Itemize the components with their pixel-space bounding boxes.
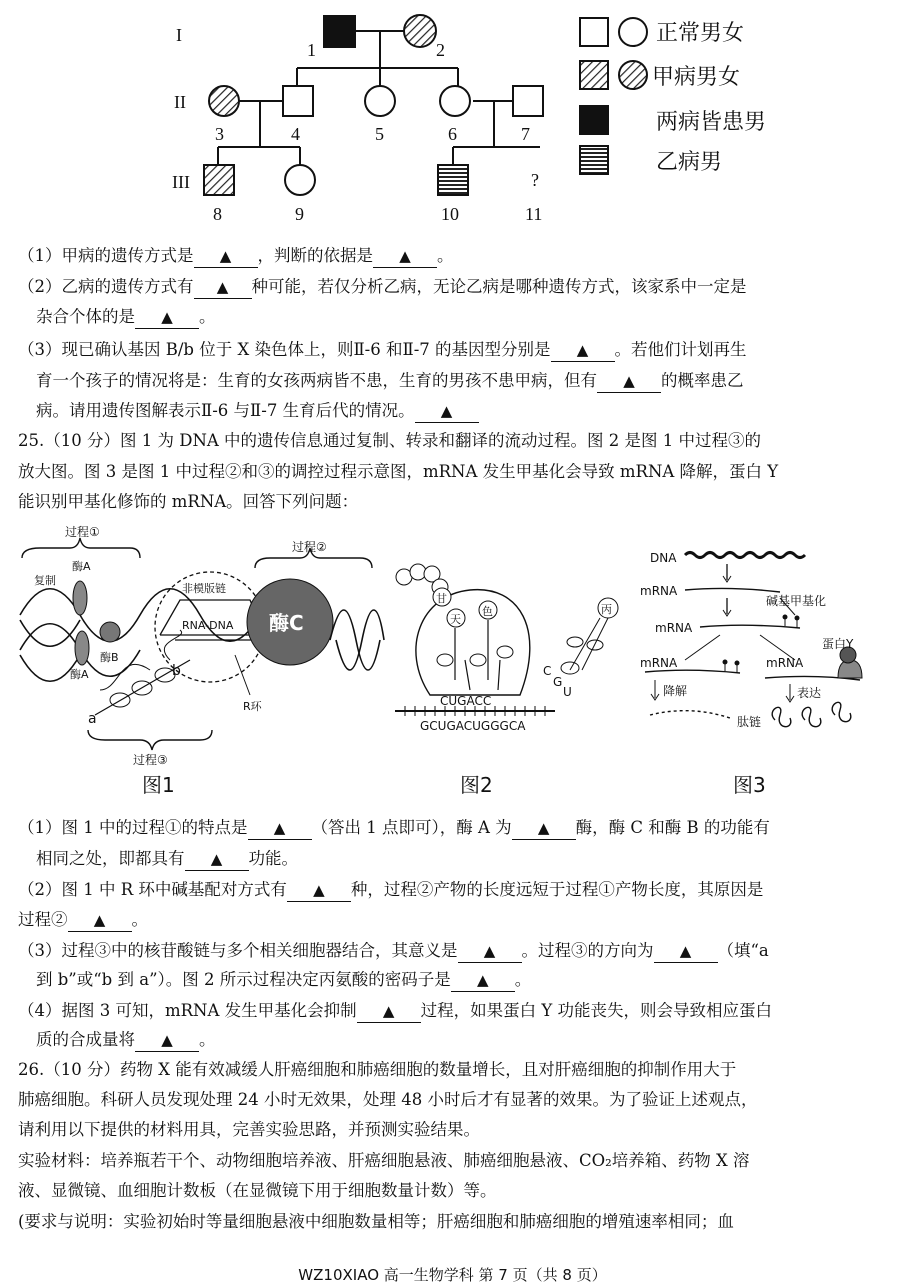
q25-q4-line2 [36,1026,216,1054]
legend-a-female [619,61,647,89]
fig1-nontemplate: 非模版链 [182,582,226,595]
fig1-enzc: 酶C [269,611,304,635]
q25-text: （1）图 1 中的过程①的特点是 [18,818,248,837]
q25-text: （3）过程③中的核苷酸链与多个相关细胞器结合，其意义是 [18,941,458,960]
individual-5-female-normal [365,86,395,116]
q25-text: 。 [199,1030,216,1049]
q25-text: （2）图 1 中 R 环中碱基配对方式有 [18,880,287,899]
fig3-peptide: 肽链 [737,715,762,729]
gen-label-2: II [174,92,186,112]
fig2-anticodon: CUGACC [440,694,492,708]
ind-label-8: 8 [213,204,222,224]
fig2-bing: 丙 [601,603,612,616]
ind-label-4: 4 [291,124,300,144]
q24-line-3 [36,303,216,331]
legend-a-text: 甲病男女 [652,65,741,90]
answer-blank[interactable] [654,940,718,963]
fig3-methyl: 碱基甲基化 [766,594,827,608]
fig3-mrna2: mRNA [655,621,693,635]
individual-6-female-normal [440,86,470,116]
answer-blank[interactable] [194,245,258,268]
individual-1-male-both [324,16,355,47]
q25-text: 。 [131,910,148,929]
q24-text: 的概率患乙 [661,371,744,390]
fig1-enza: 酶A [72,560,91,573]
ind-label-7: 7 [521,124,530,144]
answer-blank[interactable] [135,306,199,329]
q24-line-6 [36,397,479,425]
fig3-proteiny: 蛋白Y [822,637,854,651]
answer-blank[interactable] [415,400,479,423]
answer-blank[interactable] [512,817,576,840]
q25-text: 到 b”或“b 到 a”）。图 2 所示过程决定丙氨酸的密码子是 [36,970,451,989]
q24-text: 。 [437,246,454,265]
q24-line-4 [18,336,747,364]
fig1-process1: 过程① [65,525,100,539]
figures-area [0,520,905,810]
q25-text: 过程，如果蛋白 Y 功能丧失，则会导致相应蛋白 [420,1001,773,1020]
ind-label-6: 6 [448,124,457,144]
gen-label-1: I [176,25,182,45]
q24-text: 。若他们计划再生 [614,340,747,359]
q24-text: ，判断的依据是 [257,246,373,265]
q24-text: 。 [199,307,216,326]
q25-text: 。过程③的方向为 [521,941,654,960]
fig1-enza2: 酶A [70,668,89,681]
legend-both-text: 两病皆患男 [656,110,767,135]
fig3-dna: DNA [650,551,677,565]
fig1-a: a [88,711,97,727]
figure-3 [640,551,862,797]
answer-blank[interactable] [287,879,351,902]
answer-blank[interactable] [357,1000,421,1023]
q25-q2-line1 [18,876,763,904]
q26-line3: 请利用以下提供的材料用具，完善实验思路，并预测实验结果。 [18,1120,480,1139]
individual-3-female-a [209,86,239,116]
gen-label-3: III [172,172,190,192]
fig2-c: C [543,664,552,678]
figure-2 [395,564,618,797]
q24-text: （3）现已确认基因 B/b 位于 X 染色体上，则Ⅱ-6 和Ⅱ-7 的基因型分别是 [18,340,551,359]
q25-text: （答出 1 点即可），酶 A 为 [311,818,512,837]
fig3-express: 表达 [797,686,822,700]
q25-q1-line2 [36,845,298,873]
individual-4-male-normal [283,86,313,116]
q25-text: 质的合成量将 [36,1030,135,1049]
fig3-mrna4: mRNA [766,656,804,670]
q25-q1-line1 [18,814,770,842]
q25-text: 功能。 [248,849,298,868]
unknown-mark: ? [531,170,539,190]
answer-blank[interactable] [551,339,615,362]
q24-text: 种可能，若仅分析乙病，无论乙病是哪种遗传方式，该家系中一定是 [251,277,747,296]
q24-text: 育一个孩子的情况将是：生育的女孩两病皆不患，生育的男孩不患甲病，但有 [36,371,597,390]
q25-q4-line1 [18,997,772,1025]
legend-both-male [580,106,608,134]
fig3-degrade: 降解 [663,684,688,698]
fig2-caption: 图2 [460,773,493,797]
q25-text: 。 [514,970,532,989]
fig1-copy: 复制 [34,574,56,587]
q25-intro-3: 能识别甲基化修饰的 mRNA。回答下列问题： [18,492,359,511]
answer-blank[interactable] [68,909,132,932]
q24-text: （1）甲病的遗传方式是 [18,246,194,265]
individual-9-female-normal [285,165,315,195]
q25-text: 种，过程②产物的长度远短于过程①产物长度，其原因是 [350,880,764,899]
answer-blank[interactable] [194,276,252,299]
fig1-enzb: 酶B [100,651,119,664]
individual-10-male-b [438,165,468,195]
page-footer: WZ10XIAO 高一生物学科 第 7 页（共 8 页） [298,1266,607,1284]
q26-line2: 肺癌细胞。科研人员发现处理 24 小时无效果，处理 48 小时后才有显著的效果。为了验证上述观点， [18,1090,758,1109]
q25-q3-line2 [36,966,531,994]
fig2-u: U [563,685,572,699]
answer-blank[interactable] [185,848,249,871]
ind-label-2: 2 [436,40,445,60]
q24-line-1 [18,242,454,270]
legend-b-male [580,146,608,174]
answer-blank[interactable] [451,969,515,992]
ind-label-9: 9 [295,204,304,224]
answer-blank[interactable] [373,245,437,268]
legend-normal-male [580,18,608,46]
q26-line6: (要求与说明：实验初始时等量细胞悬液中细胞数量相等；肝癌细胞和肺癌细胞的增殖速率相同；血 [18,1212,734,1231]
ind-label-1: 1 [307,40,316,60]
q25-text: （填“a [717,941,769,960]
fig1-process2: 过程② [292,540,327,554]
fig3-caption: 图3 [733,773,766,797]
fig1-rloop: R环 [243,700,262,713]
q24-line-5 [36,367,744,395]
fig1-b: b [172,663,181,679]
q25-text: （4）据图 3 可知，mRNA 发生甲基化会抑制 [18,1001,357,1020]
pedigree-chart [0,0,905,240]
q26-line1: 26.（10 分）药物 X 能有效减缓人肝癌细胞和肺癌细胞的数量增长，且对肝癌细胞的抑制作用大于 [18,1060,737,1079]
legend-normal-text: 正常男女 [656,21,745,46]
q26-line5: 液、显微镜、血细胞计数板（在显微镜下用于细胞数量计数）等。 [18,1181,497,1200]
individual-2-female-a [404,15,436,47]
fig3-mrna3: mRNA [640,656,678,670]
q24-text: （2）乙病的遗传方式有 [18,277,194,296]
fig2-gan: 甘 [436,592,447,605]
q25-q2-line2 [18,906,148,934]
q26-line4: 实验材料：培养瓶若干个、动物细胞培养液、肝癌细胞悬液、肺癌细胞悬液、CO₂培养箱、药物 X 溶 [18,1151,750,1170]
legend-b-text: 乙病男 [656,150,723,175]
answer-blank[interactable] [458,940,522,963]
answer-blank[interactable] [597,370,661,393]
q25-intro-1: 25.（10 分）图 1 为 DNA 中的遗传信息通过复制、转录和翻译的流动过程。图 2 是图 1 中过程③的 [18,431,762,450]
enzyme-b [100,622,120,642]
individual-7-male-normal [513,86,543,116]
figure-1 [20,524,384,797]
answer-blank[interactable] [248,817,312,840]
fig2-tian: 天 [450,613,461,626]
fig3-mrna1: mRNA [640,584,678,598]
ind-label-11: 11 [525,204,543,224]
fig2-g: G [553,675,563,689]
legend-a-male [580,61,608,89]
fig2-se: 色 [482,605,493,618]
individual-8-male-a [204,165,234,195]
fig1-caption: 图1 [142,773,175,797]
ind-label-10: 10 [441,204,459,224]
answer-blank[interactable] [135,1029,199,1052]
q24-text: 病。请用遗传图解表示Ⅱ-6 与Ⅱ-7 生育后代的情况。 [36,401,415,420]
enzyme-a-bottom [75,631,89,665]
fig1-process3: 过程③ [133,753,168,767]
q25-intro-2: 放大图。图 3 是图 1 中过程②和③的调控过程示意图，mRNA 发生甲基化会导致 mRNA 降解，蛋白 Y [18,462,779,481]
ind-label-5: 5 [375,124,384,144]
q25-text: 过程② [18,910,68,929]
q24-text: 杂合个体的是 [36,307,135,326]
q24-line-2 [18,273,747,301]
legend-normal-female [619,18,647,46]
fig1-rnadna: RNA-DNA [182,619,234,632]
enzyme-a-top [73,581,87,615]
q25-text: 酶，酶 C 和酶 B 的功能有 [575,818,770,837]
q25-q3-line1 [18,937,769,965]
fig2-mrna: GCUGACUGGGCA [420,719,526,733]
q25-text: 相同之处，即都具有 [36,849,185,868]
ind-label-3: 3 [215,124,224,144]
